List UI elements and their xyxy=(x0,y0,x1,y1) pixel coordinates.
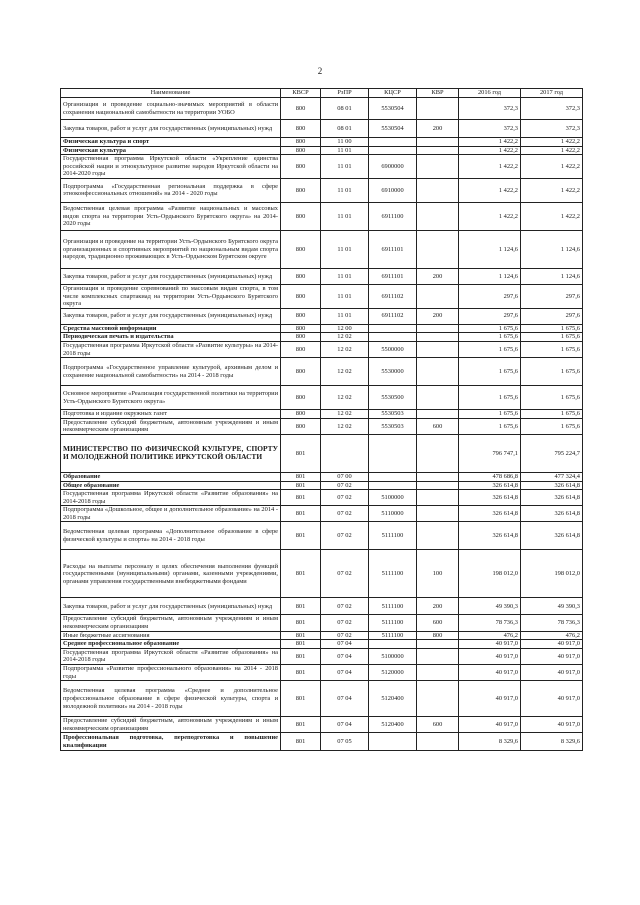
row-rzpr: 11 00 xyxy=(321,138,369,147)
row-amount-2016: 1 422,2 xyxy=(459,202,521,230)
table-row xyxy=(61,324,583,333)
table-row xyxy=(61,308,583,324)
row-rzpr: 07 02 xyxy=(321,550,369,598)
row-amount-2016: 372,3 xyxy=(459,120,521,138)
table-row xyxy=(61,717,583,733)
table-row xyxy=(61,386,583,410)
row-kcsr: 5120000 xyxy=(369,665,417,681)
row-kvsr: 800 xyxy=(281,98,321,120)
row-kvsr: 800 xyxy=(281,341,321,357)
row-kvsr: 801 xyxy=(281,681,321,717)
header-kvr: КВР xyxy=(417,89,459,98)
row-name: Организация и проведение на территории Усть-Ордынского Бурятского округа организационных и спортивных мероприятий по национальным видам спорта народов, традиционно проживающих в Усть-Ордынском Бурятском округе xyxy=(61,230,281,268)
row-kvr xyxy=(417,410,459,419)
row-kvsr: 800 xyxy=(281,230,321,268)
row-amount-2016: 1 675,6 xyxy=(459,324,521,333)
row-name: Закупка товаров, работ и услуг для государственных (муниципальных) нужд xyxy=(61,308,281,324)
row-rzpr: 07 02 xyxy=(321,481,369,490)
row-amount-2017: 40 917,0 xyxy=(521,648,583,664)
table-header-row xyxy=(61,89,583,98)
row-kvsr: 800 xyxy=(281,410,321,419)
row-kcsr: 6911102 xyxy=(369,284,417,308)
table-row xyxy=(61,472,583,481)
row-kcsr xyxy=(369,434,417,472)
row-kcsr: 5100000 xyxy=(369,648,417,664)
header-rzpr: РзПР xyxy=(321,89,369,98)
row-kcsr: 5530500 xyxy=(369,386,417,410)
row-kvsr: 800 xyxy=(281,386,321,410)
row-name: Иные бюджетные ассигнования xyxy=(61,631,281,640)
row-name: Среднее профессиональное образование xyxy=(61,640,281,649)
row-name: Подпрограмма «Развитие профессионального образования» на 2014 - 2018 годы xyxy=(61,665,281,681)
row-amount-2017: 297,6 xyxy=(521,308,583,324)
row-amount-2016: 326 614,8 xyxy=(459,481,521,490)
row-kvsr: 800 xyxy=(281,202,321,230)
row-rzpr: 12 02 xyxy=(321,358,369,386)
row-name: Государственная программа Иркутской области «Укрепление единства российской нации и этнокультурное развитие народов Иркутской области на 2014-2020 годы xyxy=(61,155,281,179)
table-row xyxy=(61,333,583,342)
row-kvsr: 801 xyxy=(281,665,321,681)
row-rzpr: 11 01 xyxy=(321,146,369,155)
row-amount-2017: 49 390,3 xyxy=(521,598,583,615)
row-kcsr: 6900000 xyxy=(369,155,417,179)
table-row xyxy=(61,418,583,434)
row-kvr xyxy=(417,138,459,147)
row-kvsr: 800 xyxy=(281,268,321,284)
row-kvr: 100 xyxy=(417,550,459,598)
row-kcsr xyxy=(369,733,417,751)
row-name: Организация и проведение социально-значимых мероприятий в области сохранения национальной самобытности на территории УОБО xyxy=(61,98,281,120)
row-kvr: 800 xyxy=(417,631,459,640)
row-amount-2016: 78 736,3 xyxy=(459,615,521,631)
row-name: Предоставление субсидий бюджетным, автономным учреждениям и иным некоммерческим организациям xyxy=(61,717,281,733)
row-kvsr: 801 xyxy=(281,434,321,472)
row-amount-2017: 1 422,2 xyxy=(521,138,583,147)
row-kvsr: 801 xyxy=(281,733,321,751)
row-amount-2016: 476,2 xyxy=(459,631,521,640)
row-rzpr: 08 01 xyxy=(321,120,369,138)
row-amount-2016: 297,6 xyxy=(459,284,521,308)
row-kcsr: 5111100 xyxy=(369,550,417,598)
row-rzpr: 07 04 xyxy=(321,681,369,717)
row-name: Государственная программа Иркутской области «Развитие образования» на 2014-2018 годы xyxy=(61,490,281,506)
row-kcsr: 5111100 xyxy=(369,598,417,615)
page-number: 2 xyxy=(317,66,323,76)
row-kcsr: 5111100 xyxy=(369,522,417,550)
table-row xyxy=(61,268,583,284)
row-name: Государственная программа Иркутской области «Развитие образования» на 2014-2018 годы xyxy=(61,648,281,664)
row-amount-2016: 1 422,2 xyxy=(459,155,521,179)
row-amount-2017: 78 736,3 xyxy=(521,615,583,631)
row-kvr: 600 xyxy=(417,418,459,434)
row-amount-2017: 1 124,6 xyxy=(521,268,583,284)
row-rzpr: 07 02 xyxy=(321,631,369,640)
row-rzpr: 12 02 xyxy=(321,341,369,357)
row-amount-2017: 40 917,0 xyxy=(521,681,583,717)
row-kvsr: 801 xyxy=(281,550,321,598)
row-rzpr: 08 01 xyxy=(321,98,369,120)
row-amount-2016: 40 917,0 xyxy=(459,717,521,733)
header-2017: 2017 год xyxy=(521,89,583,98)
row-kcsr: 5530503 xyxy=(369,410,417,419)
row-amount-2017: 297,6 xyxy=(521,284,583,308)
row-rzpr: 07 02 xyxy=(321,615,369,631)
row-kvr xyxy=(417,472,459,481)
row-kcsr: 6911101 xyxy=(369,268,417,284)
row-kvsr: 800 xyxy=(281,155,321,179)
row-amount-2017: 1 675,6 xyxy=(521,333,583,342)
row-kvr: 200 xyxy=(417,268,459,284)
row-amount-2017: 198 012,0 xyxy=(521,550,583,598)
row-amount-2017: 40 917,0 xyxy=(521,717,583,733)
row-kvr xyxy=(417,333,459,342)
row-kcsr: 6911100 xyxy=(369,202,417,230)
row-kcsr: 5100000 xyxy=(369,490,417,506)
row-amount-2016: 326 614,8 xyxy=(459,506,521,522)
table-row xyxy=(61,341,583,357)
row-name: Основное мероприятие «Реализация государственной политики на территории Усть-Ордынского Бурятского округа» xyxy=(61,386,281,410)
row-kvr: 200 xyxy=(417,120,459,138)
row-kcsr xyxy=(369,472,417,481)
table-row xyxy=(61,284,583,308)
row-kvsr: 801 xyxy=(281,640,321,649)
row-amount-2017: 1 675,6 xyxy=(521,341,583,357)
row-rzpr: 07 05 xyxy=(321,733,369,751)
row-name: Ведомственная целевая программа «Дополнительное образование в сфере физической культуры и спорта» на 2014 - 2018 годы xyxy=(61,522,281,550)
row-rzpr: 12 02 xyxy=(321,333,369,342)
row-kvsr: 801 xyxy=(281,481,321,490)
table-row xyxy=(61,434,583,472)
row-kvsr: 800 xyxy=(281,284,321,308)
row-kcsr xyxy=(369,333,417,342)
row-amount-2016: 40 917,0 xyxy=(459,640,521,649)
row-name: Подпрограмма «Дошкольное, общее и дополнительное образование» на 2014 - 2018 годы xyxy=(61,506,281,522)
row-rzpr: 11 01 xyxy=(321,178,369,202)
table-row xyxy=(61,410,583,419)
table-row xyxy=(61,550,583,598)
row-rzpr: 07 04 xyxy=(321,665,369,681)
row-name: Периодическая печать и издательства xyxy=(61,333,281,342)
row-amount-2017: 1 422,2 xyxy=(521,178,583,202)
row-kvsr: 800 xyxy=(281,138,321,147)
row-amount-2016: 297,6 xyxy=(459,308,521,324)
row-rzpr: 12 02 xyxy=(321,418,369,434)
row-rzpr: 07 02 xyxy=(321,522,369,550)
row-kvr xyxy=(417,648,459,664)
row-amount-2017: 1 675,6 xyxy=(521,358,583,386)
row-amount-2016: 1 675,6 xyxy=(459,386,521,410)
row-name: Расходы на выплаты персоналу в целях обеспечения выполнения функций государственными (муниципальными) органами, казенными учреждениями, органами управления государственными внебюджетными фондами xyxy=(61,550,281,598)
header-kvsr: КВСР xyxy=(281,89,321,98)
row-amount-2017: 1 675,6 xyxy=(521,410,583,419)
row-name: Организация и проведение соревнований по массовым видам спорта, в том числе комплексных спартакиад на территории Усть-Ордынского Бурятского округа xyxy=(61,284,281,308)
table-row xyxy=(61,733,583,751)
row-kcsr xyxy=(369,138,417,147)
row-amount-2016: 1 675,6 xyxy=(459,333,521,342)
row-kvr: 200 xyxy=(417,308,459,324)
row-amount-2017: 1 675,6 xyxy=(521,324,583,333)
row-amount-2017: 1 675,6 xyxy=(521,418,583,434)
row-amount-2016: 1 124,6 xyxy=(459,230,521,268)
row-rzpr: 11 01 xyxy=(321,202,369,230)
row-amount-2016: 40 917,0 xyxy=(459,681,521,717)
row-kcsr xyxy=(369,640,417,649)
row-amount-2016: 1 124,6 xyxy=(459,268,521,284)
row-kvr xyxy=(417,358,459,386)
table-row xyxy=(61,138,583,147)
row-kvr xyxy=(417,481,459,490)
row-amount-2016: 198 012,0 xyxy=(459,550,521,598)
row-amount-2017: 40 917,0 xyxy=(521,665,583,681)
row-kvsr: 800 xyxy=(281,358,321,386)
row-kvr xyxy=(417,98,459,120)
row-kvr xyxy=(417,681,459,717)
table-row xyxy=(61,98,583,120)
row-kvr xyxy=(417,665,459,681)
table-row xyxy=(61,665,583,681)
row-amount-2016: 326 614,8 xyxy=(459,490,521,506)
row-amount-2016: 1 422,2 xyxy=(459,146,521,155)
row-amount-2017: 1 422,2 xyxy=(521,146,583,155)
row-amount-2017: 1 675,6 xyxy=(521,386,583,410)
row-name: Общее образование xyxy=(61,481,281,490)
row-kcsr xyxy=(369,324,417,333)
row-name: Физическая культура и спорт xyxy=(61,138,281,147)
row-kcsr: 5530503 xyxy=(369,418,417,434)
row-amount-2017: 1 422,2 xyxy=(521,202,583,230)
row-name: МИНИСТЕРСТВО ПО ФИЗИЧЕСКОЙ КУЛЬТУРЕ, СПОРТУ И МОЛОДЕЖНОЙ ПОЛИТИКЕ ИРКУТСКОЙ ОБЛАСТИ xyxy=(61,434,281,472)
row-rzpr: 07 04 xyxy=(321,640,369,649)
row-rzpr: 12 02 xyxy=(321,386,369,410)
row-rzpr: 12 00 xyxy=(321,324,369,333)
header-name: Наименование xyxy=(61,89,281,98)
row-kcsr: 5120400 xyxy=(369,717,417,733)
row-amount-2016: 1 675,6 xyxy=(459,410,521,419)
row-kcsr: 6911101 xyxy=(369,230,417,268)
row-kvsr: 801 xyxy=(281,631,321,640)
row-kvsr: 801 xyxy=(281,522,321,550)
row-kcsr: 5530000 xyxy=(369,358,417,386)
table-row xyxy=(61,506,583,522)
row-amount-2016: 1 675,6 xyxy=(459,418,521,434)
row-name: Ведомственная целевая программа «Развитие национальных и массовых видов спорта на территории Усть-Ордынского Бурятского округа» на 2014-2020 годы xyxy=(61,202,281,230)
row-kvr xyxy=(417,522,459,550)
row-kvsr: 801 xyxy=(281,490,321,506)
table-row xyxy=(61,615,583,631)
row-rzpr: 07 04 xyxy=(321,717,369,733)
row-amount-2017: 372,3 xyxy=(521,120,583,138)
row-amount-2017: 326 614,8 xyxy=(521,506,583,522)
row-name: Подпрограмма «Государственное управление культурой, архивным делом и сохранение национальной самобытности» на 2014 - 2018 годы xyxy=(61,358,281,386)
row-name: Предоставление субсидий бюджетным, автономным учреждениям и иным некоммерческим организациям xyxy=(61,615,281,631)
row-rzpr: 11 01 xyxy=(321,268,369,284)
table-row xyxy=(61,481,583,490)
row-rzpr: 07 02 xyxy=(321,490,369,506)
header-kcsr: КЦСР xyxy=(369,89,417,98)
row-amount-2016: 796 747,1 xyxy=(459,434,521,472)
row-kvr xyxy=(417,146,459,155)
row-kvr xyxy=(417,155,459,179)
row-amount-2017: 477 324,4 xyxy=(521,472,583,481)
row-amount-2017: 8 329,6 xyxy=(521,733,583,751)
row-kvr xyxy=(417,284,459,308)
row-name: Средства массовой информации xyxy=(61,324,281,333)
row-kvr xyxy=(417,230,459,268)
table-row xyxy=(61,490,583,506)
row-amount-2016: 40 917,0 xyxy=(459,665,521,681)
row-rzpr: 07 00 xyxy=(321,472,369,481)
row-amount-2017: 326 614,8 xyxy=(521,522,583,550)
row-rzpr: 12 02 xyxy=(321,410,369,419)
row-kvr xyxy=(417,506,459,522)
row-amount-2016: 1 422,2 xyxy=(459,138,521,147)
row-amount-2016: 372,3 xyxy=(459,98,521,120)
row-kvr xyxy=(417,178,459,202)
row-kvr: 600 xyxy=(417,717,459,733)
table-row xyxy=(61,358,583,386)
row-kcsr: 5120400 xyxy=(369,681,417,717)
table-row xyxy=(61,202,583,230)
row-kvr: 600 xyxy=(417,615,459,631)
row-rzpr: 11 01 xyxy=(321,230,369,268)
table-row xyxy=(61,230,583,268)
row-name: Ведомственная целевая программа «Среднее и дополнительное профессиональное образование в сфере физической культуры, спорта и молодежной политики» на 2014 - 2018 годы xyxy=(61,681,281,717)
row-name: Государственная программа Иркутской области «Развитие культуры» на 2014-2018 годы xyxy=(61,341,281,357)
row-kcsr: 5111100 xyxy=(369,631,417,640)
row-kvr xyxy=(417,324,459,333)
table-body xyxy=(61,98,583,751)
budget-table xyxy=(60,88,583,751)
row-kvsr: 800 xyxy=(281,308,321,324)
table-row xyxy=(61,648,583,664)
row-kcsr: 5530504 xyxy=(369,98,417,120)
row-name: Физическая культура xyxy=(61,146,281,155)
table-row xyxy=(61,155,583,179)
table-row xyxy=(61,146,583,155)
row-kvsr: 800 xyxy=(281,324,321,333)
row-amount-2016: 478 686,8 xyxy=(459,472,521,481)
row-name: Образование xyxy=(61,472,281,481)
row-amount-2017: 795 224,7 xyxy=(521,434,583,472)
row-rzpr: 07 02 xyxy=(321,598,369,615)
row-kcsr: 6910000 xyxy=(369,178,417,202)
row-rzpr xyxy=(321,434,369,472)
row-name: Закупка товаров, работ и услуг для государственных (муниципальных) нужд xyxy=(61,598,281,615)
row-amount-2017: 326 614,8 xyxy=(521,490,583,506)
row-kvr xyxy=(417,434,459,472)
row-name: Профессиональная подготовка, переподготовка и повышение квалификации xyxy=(61,733,281,751)
row-name: Подготовка и издание окружных газет xyxy=(61,410,281,419)
row-rzpr: 07 02 xyxy=(321,506,369,522)
row-kcsr xyxy=(369,481,417,490)
row-kcsr: 6911102 xyxy=(369,308,417,324)
row-amount-2017: 1 422,2 xyxy=(521,155,583,179)
row-rzpr: 11 01 xyxy=(321,155,369,179)
row-kvsr: 801 xyxy=(281,506,321,522)
row-kcsr: 5110000 xyxy=(369,506,417,522)
table-row xyxy=(61,178,583,202)
row-kcsr: 5111100 xyxy=(369,615,417,631)
row-kvr xyxy=(417,202,459,230)
row-kvsr: 801 xyxy=(281,717,321,733)
row-amount-2016: 1 675,6 xyxy=(459,341,521,357)
row-kvr xyxy=(417,733,459,751)
row-kvr xyxy=(417,386,459,410)
row-rzpr: 11 01 xyxy=(321,308,369,324)
table-row xyxy=(61,640,583,649)
row-name: Предоставление субсидий бюджетным, автономным учреждениям и иным некоммерческим организациям xyxy=(61,418,281,434)
row-amount-2016: 1 422,2 xyxy=(459,178,521,202)
row-name: Закупка товаров, работ и услуг для государственных (муниципальных) нужд xyxy=(61,120,281,138)
row-amount-2017: 326 614,8 xyxy=(521,481,583,490)
row-rzpr: 07 04 xyxy=(321,648,369,664)
row-kvsr: 800 xyxy=(281,146,321,155)
row-kvr xyxy=(417,490,459,506)
header-2016: 2016 год xyxy=(459,89,521,98)
row-kvsr: 801 xyxy=(281,472,321,481)
row-name: Подпрограмма «Государственная региональная поддержка в сфере этноконфессиональных отношений» на 2014 - 2020 годы xyxy=(61,178,281,202)
row-kcsr: 5530504 xyxy=(369,120,417,138)
row-kvsr: 800 xyxy=(281,418,321,434)
table-row xyxy=(61,681,583,717)
table-row xyxy=(61,120,583,138)
row-kvr xyxy=(417,640,459,649)
table-row xyxy=(61,598,583,615)
row-kvsr: 800 xyxy=(281,333,321,342)
row-kvsr: 801 xyxy=(281,648,321,664)
row-kcsr: 5500000 xyxy=(369,341,417,357)
row-kvsr: 801 xyxy=(281,598,321,615)
row-rzpr: 11 01 xyxy=(321,284,369,308)
row-amount-2016: 326 614,8 xyxy=(459,522,521,550)
row-amount-2016: 8 329,6 xyxy=(459,733,521,751)
row-kvr xyxy=(417,341,459,357)
row-amount-2017: 372,3 xyxy=(521,98,583,120)
row-amount-2017: 1 124,6 xyxy=(521,230,583,268)
row-name: Закупка товаров, работ и услуг для государственных (муниципальных) нужд xyxy=(61,268,281,284)
row-kvsr: 800 xyxy=(281,178,321,202)
table-row xyxy=(61,522,583,550)
row-kvr: 200 xyxy=(417,598,459,615)
row-amount-2017: 476,2 xyxy=(521,631,583,640)
row-kcsr xyxy=(369,146,417,155)
row-amount-2016: 40 917,0 xyxy=(459,648,521,664)
row-amount-2016: 49 390,3 xyxy=(459,598,521,615)
row-kvsr: 800 xyxy=(281,120,321,138)
table-row xyxy=(61,631,583,640)
row-kvsr: 801 xyxy=(281,615,321,631)
row-amount-2016: 1 675,6 xyxy=(459,358,521,386)
row-amount-2017: 40 917,0 xyxy=(521,640,583,649)
